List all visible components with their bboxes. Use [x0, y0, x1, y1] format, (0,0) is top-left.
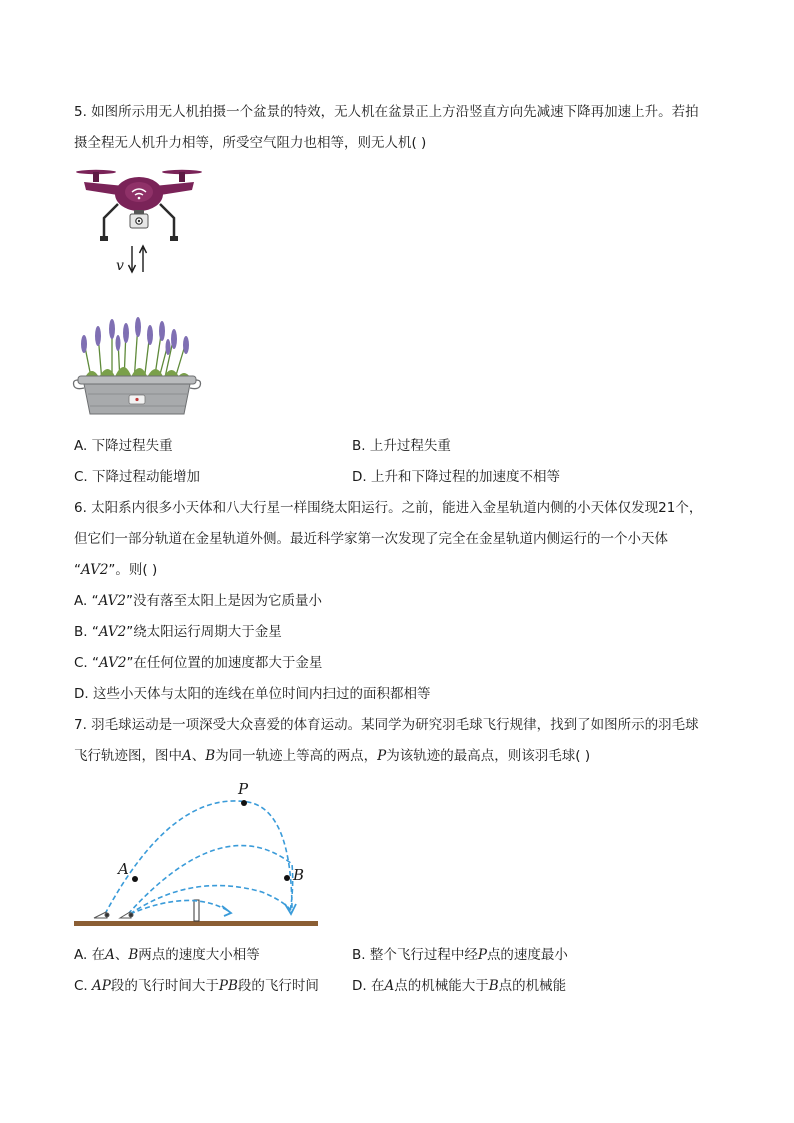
ground [74, 921, 318, 926]
trajectory-low-long [130, 886, 292, 914]
q5-option-a[interactable]: A. 下降过程失重 [74, 438, 173, 454]
q6-option-d[interactable]: D. 这些小天体与太阳的连线在单位时间内扫过的面积都相等 [74, 686, 431, 702]
q6-stem-line-2: 但它们一部分轨道在金星轨道外侧。最近科学家第一次发现了完全在金星轨道内侧运行的一个小天体 [74, 531, 668, 547]
q6-option-c[interactable]: C. “AV2”在任何位置的加速度都大于金星 [74, 655, 323, 671]
point-b [284, 875, 290, 881]
label-a: A [118, 860, 129, 878]
velocity-label: v [116, 258, 124, 274]
trajectory-low-short [130, 900, 230, 914]
q7-option-a[interactable]: A. 在A、B两点的速度大小相等 [74, 947, 260, 963]
point-p [241, 800, 247, 806]
q5-option-b[interactable]: B. 上升过程失重 [352, 438, 451, 454]
q7-stem-line-1: 7. 羽毛球运动是一项深受大众喜爱的体育运动。某同学为研究羽毛球飞行规律，找到了如图所示的羽毛球 [74, 717, 699, 733]
q5-option-d[interactable]: D. 上升和下降过程的加速度不相等 [352, 469, 560, 485]
shuttlecock-right [120, 912, 133, 918]
q6-stem-line-1: 6. 太阳系内很多小天体和八大行星一样围绕太阳运行。之前，能进入金星轨道内侧的小天体仅发现21个， [74, 500, 703, 516]
q6-stem-line-3: “AV2”。则( ) [74, 562, 158, 578]
q5-stem-line-1: 5. 如图所示用无人机拍摄一个盆景的特效，无人机在盆景正上方沿竖直方向先减速下降再加速上升。若拍 [74, 104, 699, 120]
lavender-pot-illustration [72, 320, 202, 416]
velocity-arrows [126, 244, 148, 274]
shuttlecock-left [94, 912, 109, 918]
q7-option-b[interactable]: B. 整个飞行过程中经P点的速度最小 [352, 947, 568, 963]
point-a [132, 876, 138, 882]
drone-illustration [74, 168, 204, 248]
q5-option-c[interactable]: C. 下降过程动能增加 [74, 469, 201, 485]
q6-option-b[interactable]: B. “AV2”绕太阳运行周期大于金星 [74, 624, 282, 640]
badminton-trajectory-figure [72, 780, 322, 930]
net-post [194, 900, 199, 921]
asteroid-name: AV2 [81, 562, 109, 578]
q5-stem-line-2: 摄全程无人机升力相等，所受空气阻力也相等，则无人机( ) [74, 135, 427, 151]
label-b: B [293, 866, 305, 884]
q7-option-d[interactable]: D. 在A点的机械能大于B点的机械能 [352, 978, 567, 994]
q6-option-a[interactable]: A. “AV2”没有落至太阳上是因为它质量小 [74, 593, 322, 609]
q7-option-c[interactable]: C. AP段的飞行时间大于PB段的飞行时间 [74, 978, 319, 994]
q7-stem-line-2: 飞行轨迹图，图中A、B为同一轨迹上等高的两点，P为该轨迹的最高点，则该羽毛球( ) [74, 748, 591, 764]
trajectory-high [105, 801, 292, 914]
label-p: P [238, 780, 249, 798]
